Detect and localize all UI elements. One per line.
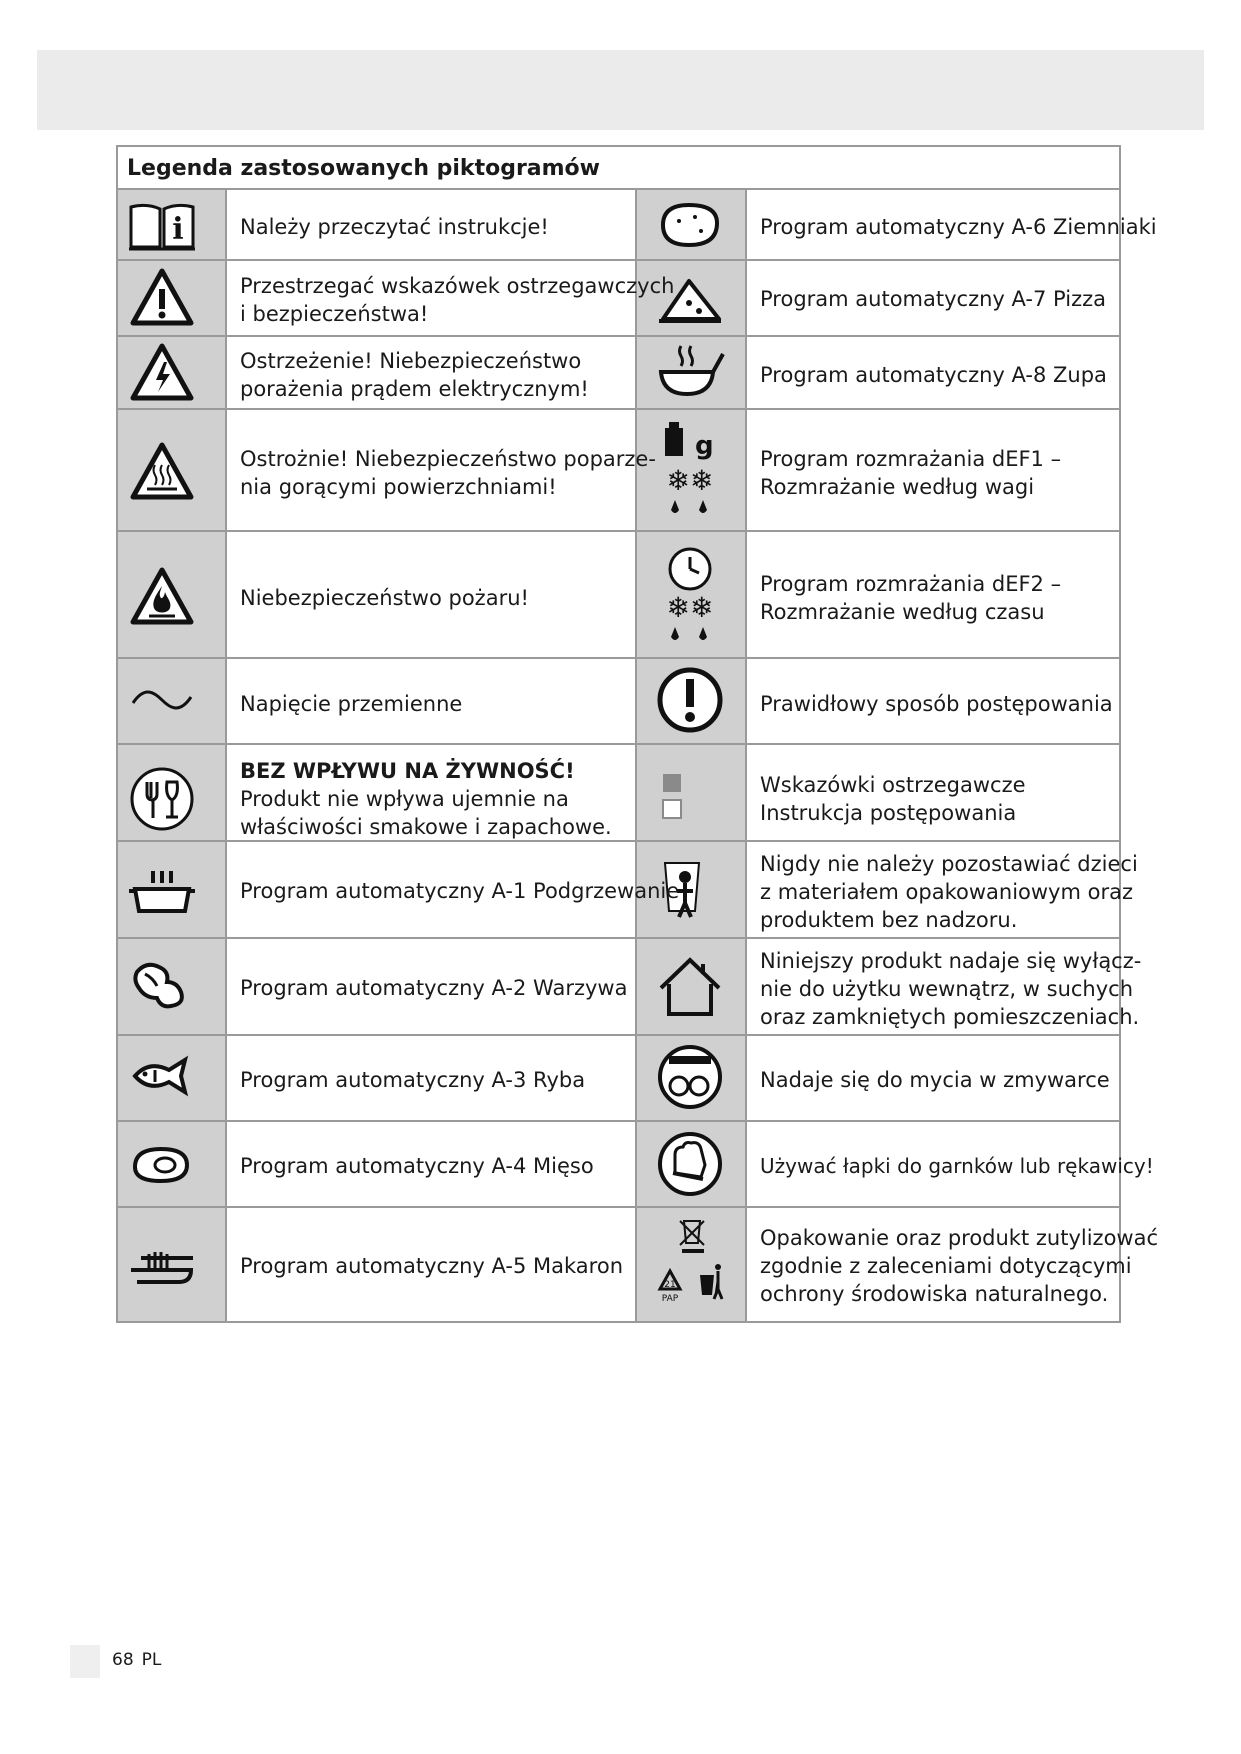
defrost-time-icon <box>655 543 725 653</box>
row-divider <box>116 1034 1121 1036</box>
cell-text: Niniejszy produkt nadaje się wyłącz- <box>760 949 1142 973</box>
recycling-code: 21 <box>664 1280 676 1290</box>
row-divider <box>116 335 1121 337</box>
cell-text: Program automatyczny A-4 Mięso <box>240 1154 594 1178</box>
color-legend-icon <box>655 764 725 834</box>
cell-text: Program automatyczny A-2 Warzywa <box>240 976 628 1000</box>
cell-text: właściwości smakowe i zapachowe. <box>240 815 612 839</box>
cell-text: Program automatyczny A-1 Podgrzewanie <box>240 879 680 903</box>
cell-text: nie do użytku wewnątrz, w suchych <box>760 977 1134 1001</box>
row-divider <box>116 657 1121 659</box>
cell-text: Prawidłowy sposób postępowania <box>760 692 1113 716</box>
cell-text: Program rozmrażania dEF1 – <box>760 447 1062 471</box>
cell-text: Program automatyczny A-3 Ryba <box>240 1068 586 1092</box>
row-divider <box>116 188 1121 190</box>
recycling-material: PAP <box>661 1294 679 1304</box>
page-marker <box>70 1645 100 1678</box>
cell-text: ochrony środowiska naturalnego. <box>760 1282 1109 1306</box>
svg-text:i: i <box>172 212 184 247</box>
vegetables-icon <box>127 952 197 1022</box>
potato-icon <box>655 191 725 261</box>
cell-text: Opakowanie oraz produkt zutylizować <box>760 1226 1159 1250</box>
alternating-current-icon <box>127 665 197 735</box>
header-band <box>37 50 1204 130</box>
pasta-icon <box>127 1228 197 1298</box>
oven-glove-icon <box>655 1129 725 1199</box>
cell-text: produktem bez nadzoru. <box>760 908 1018 932</box>
legend-title: Legenda zastosowanych piktogramów <box>127 156 600 181</box>
cell-text: Program automatyczny A-7 Pizza <box>760 287 1106 311</box>
row-divider <box>116 530 1121 532</box>
cell-text: nia gorącymi powierzchniami! <box>240 475 557 499</box>
fish-icon <box>127 1042 197 1112</box>
cell-text: i bezpieczeństwa! <box>240 302 429 326</box>
cell-text: Niebezpieczeństwo pożaru! <box>240 586 529 610</box>
cell-text: Program automatyczny A-8 Zupa <box>760 363 1107 387</box>
row-divider <box>116 937 1121 939</box>
cell-text: Należy przeczytać instrukcje! <box>240 215 549 239</box>
cell-text: z materiałem opakowaniowym oraz <box>760 880 1133 904</box>
correct-procedure-icon <box>655 665 725 735</box>
cell-text: Program automatyczny A-5 Makaron <box>240 1254 624 1278</box>
cell-text: Produkt nie wpływa ujemnie na <box>240 787 569 811</box>
row-divider <box>116 1120 1121 1122</box>
row-divider <box>116 408 1121 410</box>
read-manual-icon <box>127 191 197 261</box>
column-divider <box>635 188 637 1321</box>
svg-text:❄❄: ❄❄ <box>666 464 714 497</box>
hot-surface-icon <box>127 437 197 507</box>
page-footer <box>112 1650 161 1670</box>
defrost-weight-icon <box>655 418 725 528</box>
soup-icon <box>655 338 725 408</box>
weight-unit: g <box>695 431 714 461</box>
cell-text: Nadaje się do mycia w zmywarce <box>760 1068 1110 1092</box>
cell-text: Instrukcja postępowania <box>760 801 1017 825</box>
cell-text: oraz zamkniętych pomieszczeniach. <box>760 1005 1140 1029</box>
column-divider <box>225 188 227 1321</box>
electric-shock-icon <box>127 338 197 408</box>
row-divider <box>116 743 1121 745</box>
warning-icon <box>127 263 197 333</box>
page-number: 68 <box>112 1650 134 1670</box>
cell-text: Ostrożnie! Niebezpieczeństwo poparze- <box>240 447 656 471</box>
reheat-icon <box>127 855 197 925</box>
recycling-icon <box>650 1215 730 1315</box>
row-divider <box>116 1206 1121 1208</box>
row-divider <box>116 259 1121 261</box>
cell-text: zgodnie z zaleceniami dotyczącymi <box>760 1254 1132 1278</box>
fire-hazard-icon <box>127 562 197 632</box>
cell-text: Rozmrażanie według wagi <box>760 475 1035 499</box>
column-divider <box>745 188 747 1321</box>
cell-text: Napięcie przemienne <box>240 692 463 716</box>
page-language: PL <box>141 1650 162 1670</box>
cell-text: porażenia prądem elektrycznym! <box>240 377 589 401</box>
cell-text: Wskazówki ostrzegawcze <box>760 773 1026 797</box>
food-safe-icon <box>127 764 197 834</box>
cell-heading: BEZ WPŁYWU NA ŻYWNOŚĆ! <box>240 759 575 783</box>
dishwasher-icon <box>655 1042 725 1112</box>
cell-text: Ostrzeżenie! Niebezpieczeństwo <box>240 349 582 373</box>
svg-text:❄❄: ❄❄ <box>666 591 714 624</box>
cell-text: Program automatyczny A-6 Ziemniaki <box>760 215 1157 239</box>
meat-icon <box>127 1129 197 1199</box>
cell-text: Używać łapki do garnków lub rękawicy! <box>760 1154 1154 1178</box>
cell-text: Rozmrażanie według czasu <box>760 600 1045 624</box>
cell-text: Program rozmrażania dEF2 – <box>760 572 1062 596</box>
cell-text: Przestrzegać wskazówek ostrzegawczych <box>240 274 675 298</box>
cell-text: Nigdy nie należy pozostawiać dzieci <box>760 852 1138 876</box>
indoor-use-icon <box>655 952 725 1022</box>
